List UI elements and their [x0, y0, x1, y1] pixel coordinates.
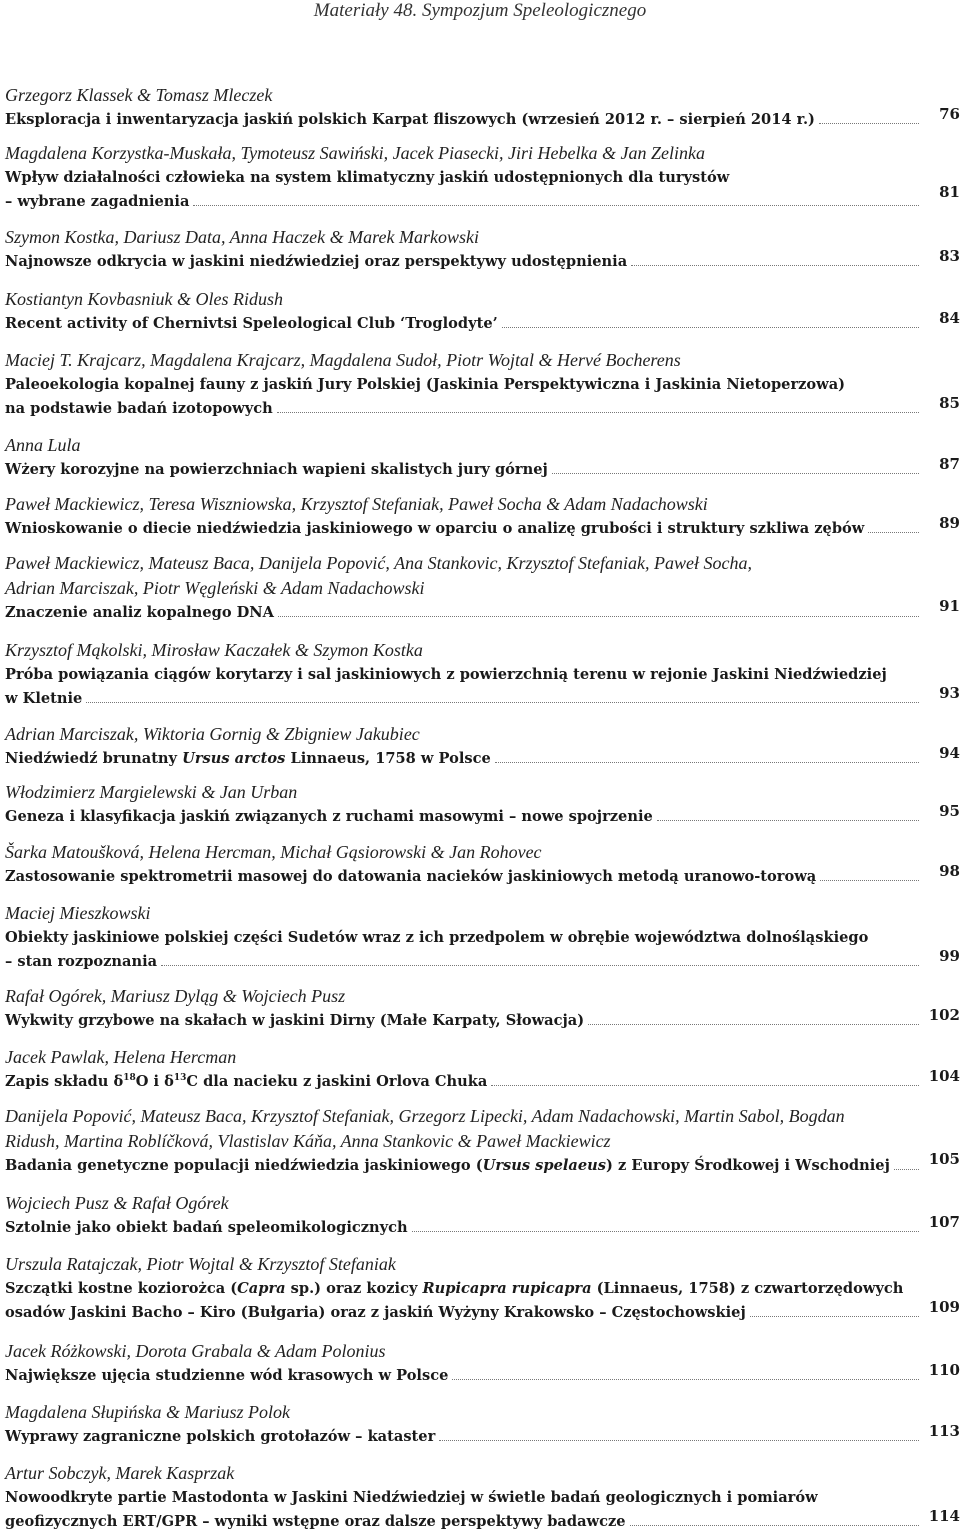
entry-page-number: 107	[928, 1213, 960, 1231]
entry-title: Wpływ działalności człowieka na system klimatyczny jaskiń udostępnionych dla turystów	[5, 169, 730, 186]
toc-entry[interactable]	[5, 901, 960, 974]
dot-leader	[552, 473, 919, 474]
toc-entry[interactable]	[5, 1045, 960, 1094]
toc-entry[interactable]	[5, 287, 960, 336]
entry-authors: Magdalena Słupińska & Mariusz Polok	[5, 1402, 290, 1422]
entry-authors: Urszula Ratajczak, Piotr Wojtal & Krzysztof Stefaniak	[5, 1254, 396, 1274]
dot-leader	[161, 965, 919, 966]
dot-leader	[868, 532, 919, 533]
entry-title	[5, 1070, 923, 1094]
entry-title-text: Wnioskowanie o diecie niedźwiedzia jaskiniowego w oparciu o analizę grubości i struktury szkliwa zębów	[5, 520, 865, 537]
entry-title-text: Eksploracja i inwentaryzacja jaskiń polskich Karpat fliszowych (wrzesień 2012 r. – sierpień 2014 r.)	[5, 111, 815, 128]
toc-entry[interactable]	[5, 551, 960, 625]
entry-page-number: 102	[928, 1006, 960, 1024]
dot-leader	[820, 880, 919, 881]
dot-leader	[588, 1024, 919, 1025]
toc-entry[interactable]	[5, 1104, 960, 1178]
entry-title	[5, 1301, 923, 1325]
entry-title	[5, 458, 923, 482]
dot-leader	[491, 1085, 919, 1086]
entry-page-number: 110	[928, 1361, 960, 1379]
dot-leader	[412, 1231, 919, 1232]
entry-authors: Magdalena Korzystka-Muskała, Tymoteusz Sawiński, Jacek Piasecki, Jiri Hebelka & Jan Zelinka	[5, 143, 706, 163]
entry-authors: Paweł Mackiewicz, Mateusz Baca, Danijela Popović, Ana Stankovic, Krzysztof Stefaniak, Paweł Socha,	[5, 553, 753, 573]
entry-page-number: 99	[939, 947, 960, 965]
dot-leader	[278, 616, 919, 617]
entry-title	[5, 190, 923, 214]
entry-title-text: Sztolnie jako obiekt badań speleomikologicznych	[5, 1219, 408, 1236]
entry-authors: Włodzimierz Margielewski & Jan Urban	[5, 782, 298, 802]
entry-title-text: Geneza i klasyfikacja jaskiń związanych z ruchami masowymi – nowe spojrzenie	[5, 808, 653, 825]
entry-authors: Anna Lula	[5, 435, 81, 455]
dot-leader	[630, 1525, 919, 1526]
entry-title-text: Recent activity of Chernivtsi Speleological Club ‘Troglodyte’	[5, 315, 498, 332]
entry-title	[5, 1510, 923, 1534]
toc-entry[interactable]	[5, 1339, 960, 1388]
entry-authors: Jacek Pawlak, Helena Hercman	[5, 1047, 237, 1067]
entry-title	[5, 108, 923, 132]
dot-leader	[750, 1316, 919, 1317]
toc-entry[interactable]	[5, 638, 960, 711]
entry-authors: Artur Sobczyk, Marek Kasprzak	[5, 1463, 235, 1483]
entry-title-text: Największe ujęcia studzienne wód krasowych w Polsce	[5, 1367, 449, 1384]
entry-authors: Szymon Kostka, Dariusz Data, Anna Haczek & Marek Markowski	[5, 227, 479, 247]
entry-authors: Šarka Matoušková, Helena Hercman, Michał Gąsiorowski & Jan Rohovec	[5, 842, 542, 862]
entry-page-number: 76	[939, 105, 960, 123]
running-head: Materiały 48. Sympozjum Speleologicznego	[313, 0, 647, 21]
entry-title-text: Znaczenie analiz kopalnego DNA	[5, 604, 274, 621]
dot-leader	[452, 1379, 919, 1380]
entry-title	[5, 950, 923, 974]
entry-title	[5, 1364, 923, 1388]
entry-title-text: w Kletnie	[5, 690, 83, 707]
entry-authors: Maciej Mieszkowski	[5, 903, 151, 923]
entry-title-text: – stan rozpoznania	[5, 953, 158, 970]
entry-page-number: 89	[939, 514, 960, 532]
dot-leader	[86, 702, 919, 703]
toc-entry[interactable]	[5, 1400, 960, 1449]
dot-leader	[502, 327, 919, 328]
entry-authors: Kostiantyn Kovbasniuk & Oles Ridush	[5, 289, 283, 309]
entry-title	[5, 687, 923, 711]
entry-page-number: 84	[939, 309, 960, 327]
dot-leader	[894, 1169, 919, 1170]
entry-page-number: 104	[928, 1067, 960, 1085]
entry-title	[5, 747, 923, 771]
dot-leader	[277, 412, 919, 413]
entry-title-text: Wżery korozyjne na powierzchniach wapieni skalistych jury górnej	[5, 461, 548, 478]
entry-title-text: Wykwity grzybowe na skałach w jaskini Dirny (Małe Karpaty, Słowacja)	[5, 1012, 585, 1029]
toc-entry[interactable]	[5, 722, 960, 771]
entry-authors: Rafał Ogórek, Mariusz Dyląg & Wojciech Pusz	[5, 986, 346, 1006]
entry-title-text: Niedźwiedź brunatny Ursus arctos Linnaeus, 1758 w Polsce	[5, 750, 491, 767]
entry-title-text: na podstawie badań izotopowych	[5, 400, 273, 417]
entry-title-text: geofizycznych ERT/GPR – wyniki wstępne oraz dalsze perspektywy badawcze	[5, 1513, 626, 1530]
entry-authors: Danijela Popović, Mateusz Baca, Krzysztof Stefaniak, Grzegorz Lipecki, Adam Nadachowski, Martin Sabol, Bogdan	[5, 1106, 845, 1126]
entry-title	[5, 312, 923, 336]
entry-page-number: 105	[928, 1150, 960, 1168]
toc-entry[interactable]	[5, 141, 960, 214]
entry-page-number: 113	[928, 1422, 960, 1440]
entry-title	[5, 1216, 923, 1240]
entry-title: Paleoekologia kopalnej fauny z jaskiń Jury Polskiej (Jaskinia Perspektywiczna i Jaskinia Nietoperzowa)	[5, 376, 846, 393]
dot-leader	[495, 762, 919, 763]
entry-page-number: 87	[939, 455, 960, 473]
entry-page-number: 81	[939, 183, 960, 201]
dot-leader	[819, 123, 919, 124]
entry-authors: Adrian Marciszak, Wiktoria Gornig & Zbigniew Jakubiec	[5, 724, 420, 744]
toc-entry[interactable]	[5, 433, 960, 482]
entry-title-text: Zastosowanie spektrometrii masowej do datowania nacieków jaskiniowych metodą uranowo-torową	[5, 868, 817, 885]
entry-page-number: 83	[939, 247, 960, 265]
entry-title	[5, 865, 923, 889]
entry-page-number: 95	[939, 802, 960, 820]
entry-title-text: Wyprawy zagraniczne polskich grotołazów – kataster	[5, 1428, 436, 1445]
entry-title	[5, 805, 923, 829]
toc-entry[interactable]	[5, 1461, 960, 1534]
toc-entry[interactable]	[5, 492, 960, 541]
entry-title: Szczątki kostne koziorożca (Capra sp.) oraz kozicy Rupicapra rupicapra (Linnaeus, 1758) z czwartorzędowych	[5, 1280, 904, 1297]
dot-leader	[631, 265, 919, 266]
entry-page-number: 94	[939, 744, 960, 762]
entry-title-text: Badania genetyczne populacji niedźwiedzia jaskiniowego (Ursus spelaeus) z Europy Środkowej i Wschodniej	[5, 1157, 890, 1174]
entry-title	[5, 601, 923, 625]
entry-authors: Paweł Mackiewicz, Teresa Wiszniowska, Krzysztof Stefaniak, Paweł Socha & Adam Nadachowski	[5, 494, 708, 514]
entry-title-text: Zapis składu $\delta^{18}O$ i $\delta^{13}C$ dla nacieku z jaskini Orlova Chuka	[5, 1073, 488, 1090]
toc-entry[interactable]	[5, 984, 960, 1033]
entry-page-number: 85	[939, 394, 960, 412]
toc-entry[interactable]	[5, 1191, 960, 1240]
entry-title-text: Najnowsze odkrycia w jaskini niedźwiedziej oraz perspektywy udostępnienia	[5, 253, 628, 270]
entry-title: Nowoodkryte partie Mastodonta w Jaskini Niedźwiedziej w świetle badań geologicznych i pomiarów	[5, 1489, 818, 1506]
toc-entry[interactable]	[5, 780, 960, 829]
entry-page-number: 109	[928, 1298, 960, 1316]
entry-title-text: osadów Jaskini Bacho – Kiro (Bułgaria) oraz z jaskiń Wyżyny Krakowsko – Częstochowskiej	[5, 1304, 746, 1321]
entry-title-text: – wybrane zagadnienia	[5, 193, 190, 210]
entry-authors: Krzysztof Mąkolski, Mirosław Kaczałek & Szymon Kostka	[5, 640, 423, 660]
entry-page-number: 93	[939, 684, 960, 702]
entry-title	[5, 1009, 923, 1033]
entry-title: Obiekty jaskiniowe polskiej części Sudetów wraz z ich przedpolem w obrębie województwa dolnośląskiego	[5, 929, 869, 946]
dot-leader	[439, 1440, 919, 1441]
dot-leader	[657, 820, 919, 821]
toc-entry[interactable]	[5, 1252, 960, 1325]
entry-authors: Wojciech Pusz & Rafał Ogórek	[5, 1193, 229, 1213]
entry-page-number: 91	[939, 597, 960, 615]
toc-entry[interactable]	[5, 225, 960, 274]
entry-title	[5, 1425, 923, 1449]
entry-authors: Maciej T. Krajcarz, Magdalena Krajcarz, Magdalena Sudoł, Piotr Wojtal & Hervé Bocherens	[5, 350, 681, 370]
entry-authors: Adrian Marciszak, Piotr Węgleński & Adam Nadachowski	[5, 578, 425, 598]
entry-title	[5, 517, 923, 541]
toc-entry[interactable]	[5, 83, 960, 132]
entry-title: Próba powiązania ciągów korytarzy i sal jaskiniowych z powierzchnią terenu w rejonie Jaskini Niedźwiedziej	[5, 666, 887, 683]
entry-authors: Ridush, Martina Roblíčková, Vlastislav Káňa, Anna Stankovic & Paweł Mackiewicz	[5, 1131, 611, 1151]
toc-entry[interactable]	[5, 348, 960, 421]
dot-leader	[193, 205, 919, 206]
entry-page-number: 98	[939, 862, 960, 880]
entry-title	[5, 1154, 923, 1178]
entry-page-number: 114	[928, 1507, 960, 1525]
entry-authors: Jacek Różkowski, Dorota Grabala & Adam Polonius	[5, 1341, 386, 1361]
entry-authors: Grzegorz Klassek & Tomasz Mleczek	[5, 85, 273, 105]
entry-title	[5, 250, 923, 274]
entry-title	[5, 397, 923, 421]
toc-entry[interactable]	[5, 840, 960, 889]
